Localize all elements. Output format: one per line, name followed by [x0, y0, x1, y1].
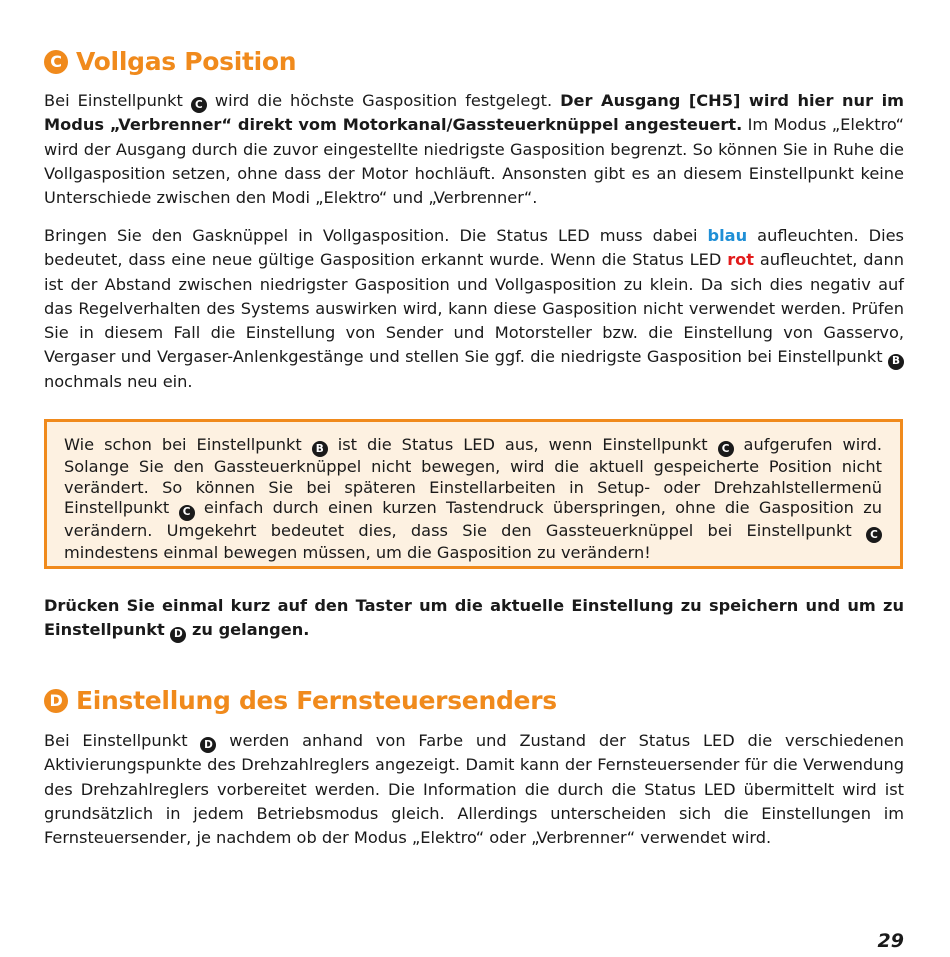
led-red-word: rot	[727, 250, 755, 270]
section-d-paragraph-1: Bei Einstellpunkt D werden anhand von Farbe und Zustand der Status LED die verschiedenen Aktivierungspunkte des Drehzahlreglers angezeigt. Damit kann der Fernsteuersender für die Verwendung des Drehzahlreglers vorbereitet werden. Die Information die durch die Status LED übermittelt wird ist grundsätzlich in jedem Betriebsmodus gleich. Allerdings unterscheiden sich die Einstellungen im Fernsteuersender, je nachdem ob der Modus „Elektro“ oder „Verbrenner“ verwendet wird.	[44, 731, 904, 848]
section-d-title: Einstellung des Fernsteuersenders	[76, 686, 557, 715]
section-d-heading	[44, 681, 904, 721]
section-c-title: Vollgas Position	[76, 47, 297, 76]
circled-c-icon: C	[866, 527, 882, 543]
section-c-paragraph-2: Bringen Sie den Gasknüppel in Vollgasposition. Die Status LED muss dabei blau aufleuchten. Dies bedeutet, dass eine neue gültige Gasposition erkannt wurde. Wenn die Status LED rot aufleuchtet, dann ist der Abstand zwischen niedrigster Gasposition und Vollgasposition zu klein. Da sich dies negativ auf das Regelverhalten des Systems auswirken wird, kann diese Gasposition nicht verwendet werden. Prüfen Sie in diesem Fall die Einstellung von Sender und Motorsteller bzw. die Einstellung von Gasservo, Vergaser und Vergaser-Anlenkgestänge und stellen Sie ggf. die niedrigste Gasposition bei Einstellpunkt B nochmals neu ein.	[44, 226, 904, 391]
section-c-heading	[44, 42, 904, 82]
note-text: Wie schon bei Einstellpunkt B ist die Status LED aus, wenn Einstellpunkt C aufgerufen wird. Solange Sie den Gassteuerknüppel nicht bewegen, wird die aktuell gespeicherte Position nicht verändert. So können Sie bei späteren Einstellarbeiten in Setup- oder Drehzahlstellermenü Einstellpunkt C einfach durch einen kurzen Tastendruck überspringen, ohne die Gasposition zu verändern. Umgekehrt bedeutet dies, dass Sie den Gassteuerknüppel bei Einstellpunkt C mindestens einmal bewegen müssen, um die Gasposition zu verändern!	[64, 435, 882, 562]
circled-c-icon: C	[179, 505, 195, 521]
circled-d-icon: D	[200, 737, 216, 753]
section-c-instruction: Drücken Sie einmal kurz auf den Taster um die aktuelle Einstellung zu speichern und um zu Einstellpunkt D zu gelangen.	[44, 594, 904, 643]
page-number: 29	[877, 930, 904, 952]
circled-c-icon: C	[44, 50, 68, 74]
circled-b-icon: B	[888, 354, 904, 370]
circled-b-icon: B	[312, 441, 328, 457]
led-blue-word: blau	[707, 226, 748, 245]
circled-d-icon: D	[44, 689, 68, 713]
circled-d-icon: D	[170, 627, 186, 643]
section-c-paragraph-1: Bei Einstellpunkt C wird die höchste Gasposition festgelegt. Der Ausgang [CH5] wird hier nur im Modus „Verbrenner“ direkt vom Motorkanal/Gassteuerknüppel angesteuert. Im Modus „Elektro“ wird der Ausgang durch die zuvor eingestellte niedrigste Gasposition begrenzt. So können Sie in Ruhe die Vollgasposition setzen, ohne dass der Motor hochläuft. Ansonsten gibt es an diesem Einstellpunkt keine Unterschiede zwischen den Modi „Elektro“ und „Verbrenner“.	[44, 91, 904, 208]
circled-c-icon: C	[718, 441, 734, 457]
note-box	[44, 419, 903, 569]
circled-c-icon: C	[191, 97, 207, 113]
